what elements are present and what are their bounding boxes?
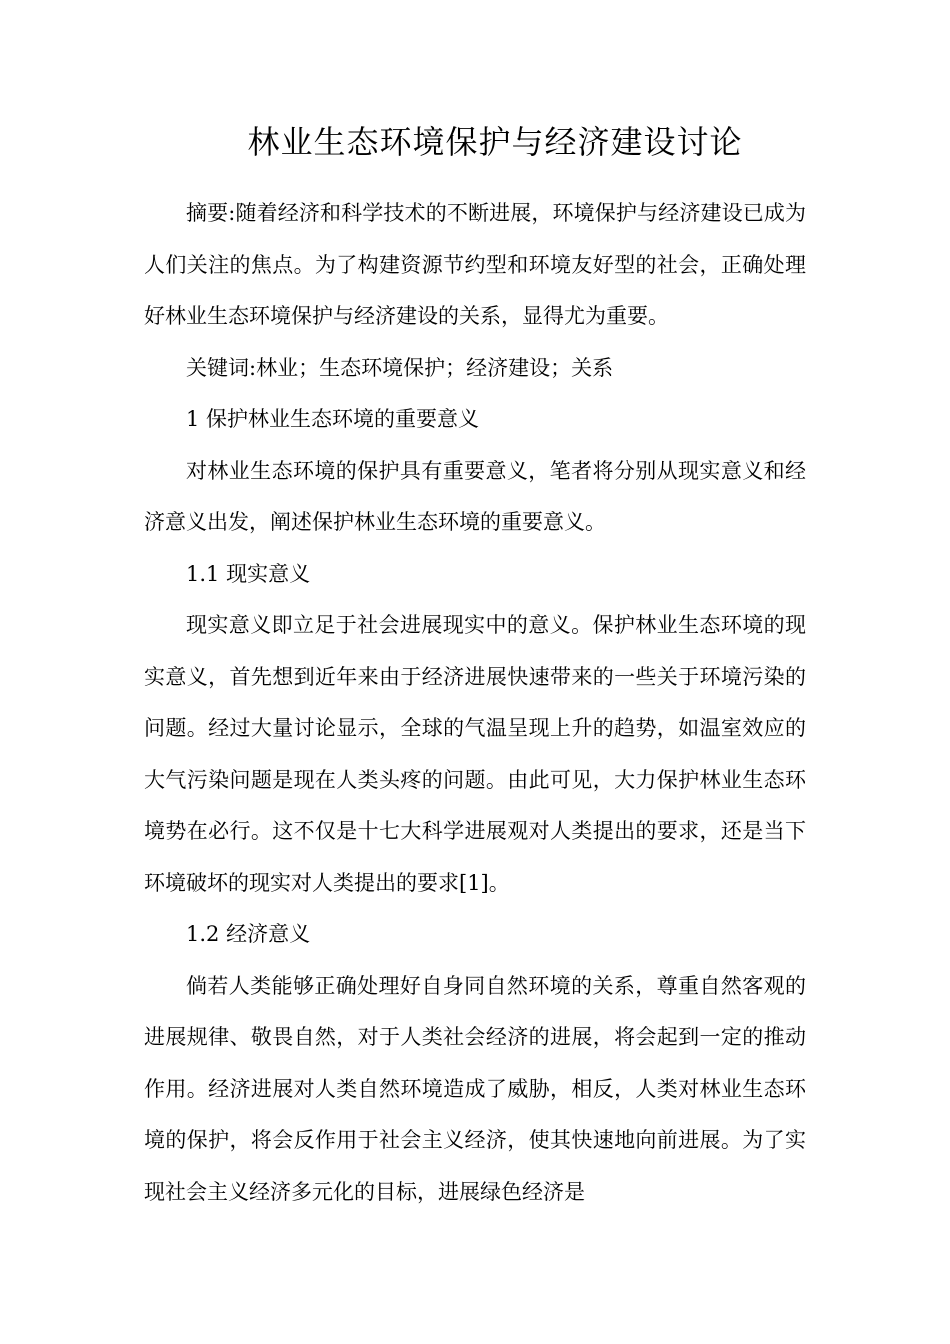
section-1-intro-paragraph: 对林业生态环境的保护具有重要意义，笔者将分别从现实意义和经济意义出发，阐述保护林业生态环境的重要意义。 <box>144 458 806 534</box>
section-1-1-heading: 1.1 现实意义 <box>186 561 311 586</box>
abstract-paragraph: 摘要:随着经济和科学技术的不断进展，环境保护与经济建设已成为人们关注的焦点。为了构建资源节约型和环境友好型的社会，正确处理好林业生态环境保护与经济建设的关系，显得尤为重要。 <box>144 201 806 328</box>
document-title: 林业生态环境保护与经济建设讨论 <box>247 123 743 161</box>
keywords-paragraph: 关键词:林业；生态环境保护；经济建设；关系 <box>186 355 614 380</box>
document-body <box>144 188 806 1218</box>
section-1-2-paragraph: 倘若人类能够正确处理好自身同自然环境的关系，尊重自然客观的进展规律、敬畏自然，对于人类社会经济的进展，将会起到一定的推动作用。经济进展对人类自然环境造成了威胁，相反，人类对林业生态环境的保护，将会反作用于社会主义经济，使其快速地向前进展。为了实现社会主义经济多元化的目标，进展绿色经济是 <box>144 973 806 1204</box>
section-1-heading: 1 保护林业生态环境的重要意义 <box>186 407 480 431</box>
section-1-2-heading: 1.2 经济意义 <box>186 922 311 946</box>
section-1-1-paragraph: 现实意义即立足于社会进展现实中的意义。保护林业生态环境的现实意义，首先想到近年来由于经济进展快速带来的一些关于环境污染的问题。经过大量讨论显示，全球的气温呈现上升的趋势，如温室效应的大气污染问题是现在人类头疼的问题。由此可见，大力保护林业生态环境势在必行。这不仅是十七大科学进展观对人类提出的要求，还是当下环境破坏的现实对人类提出的要求[1]。 <box>144 613 806 895</box>
